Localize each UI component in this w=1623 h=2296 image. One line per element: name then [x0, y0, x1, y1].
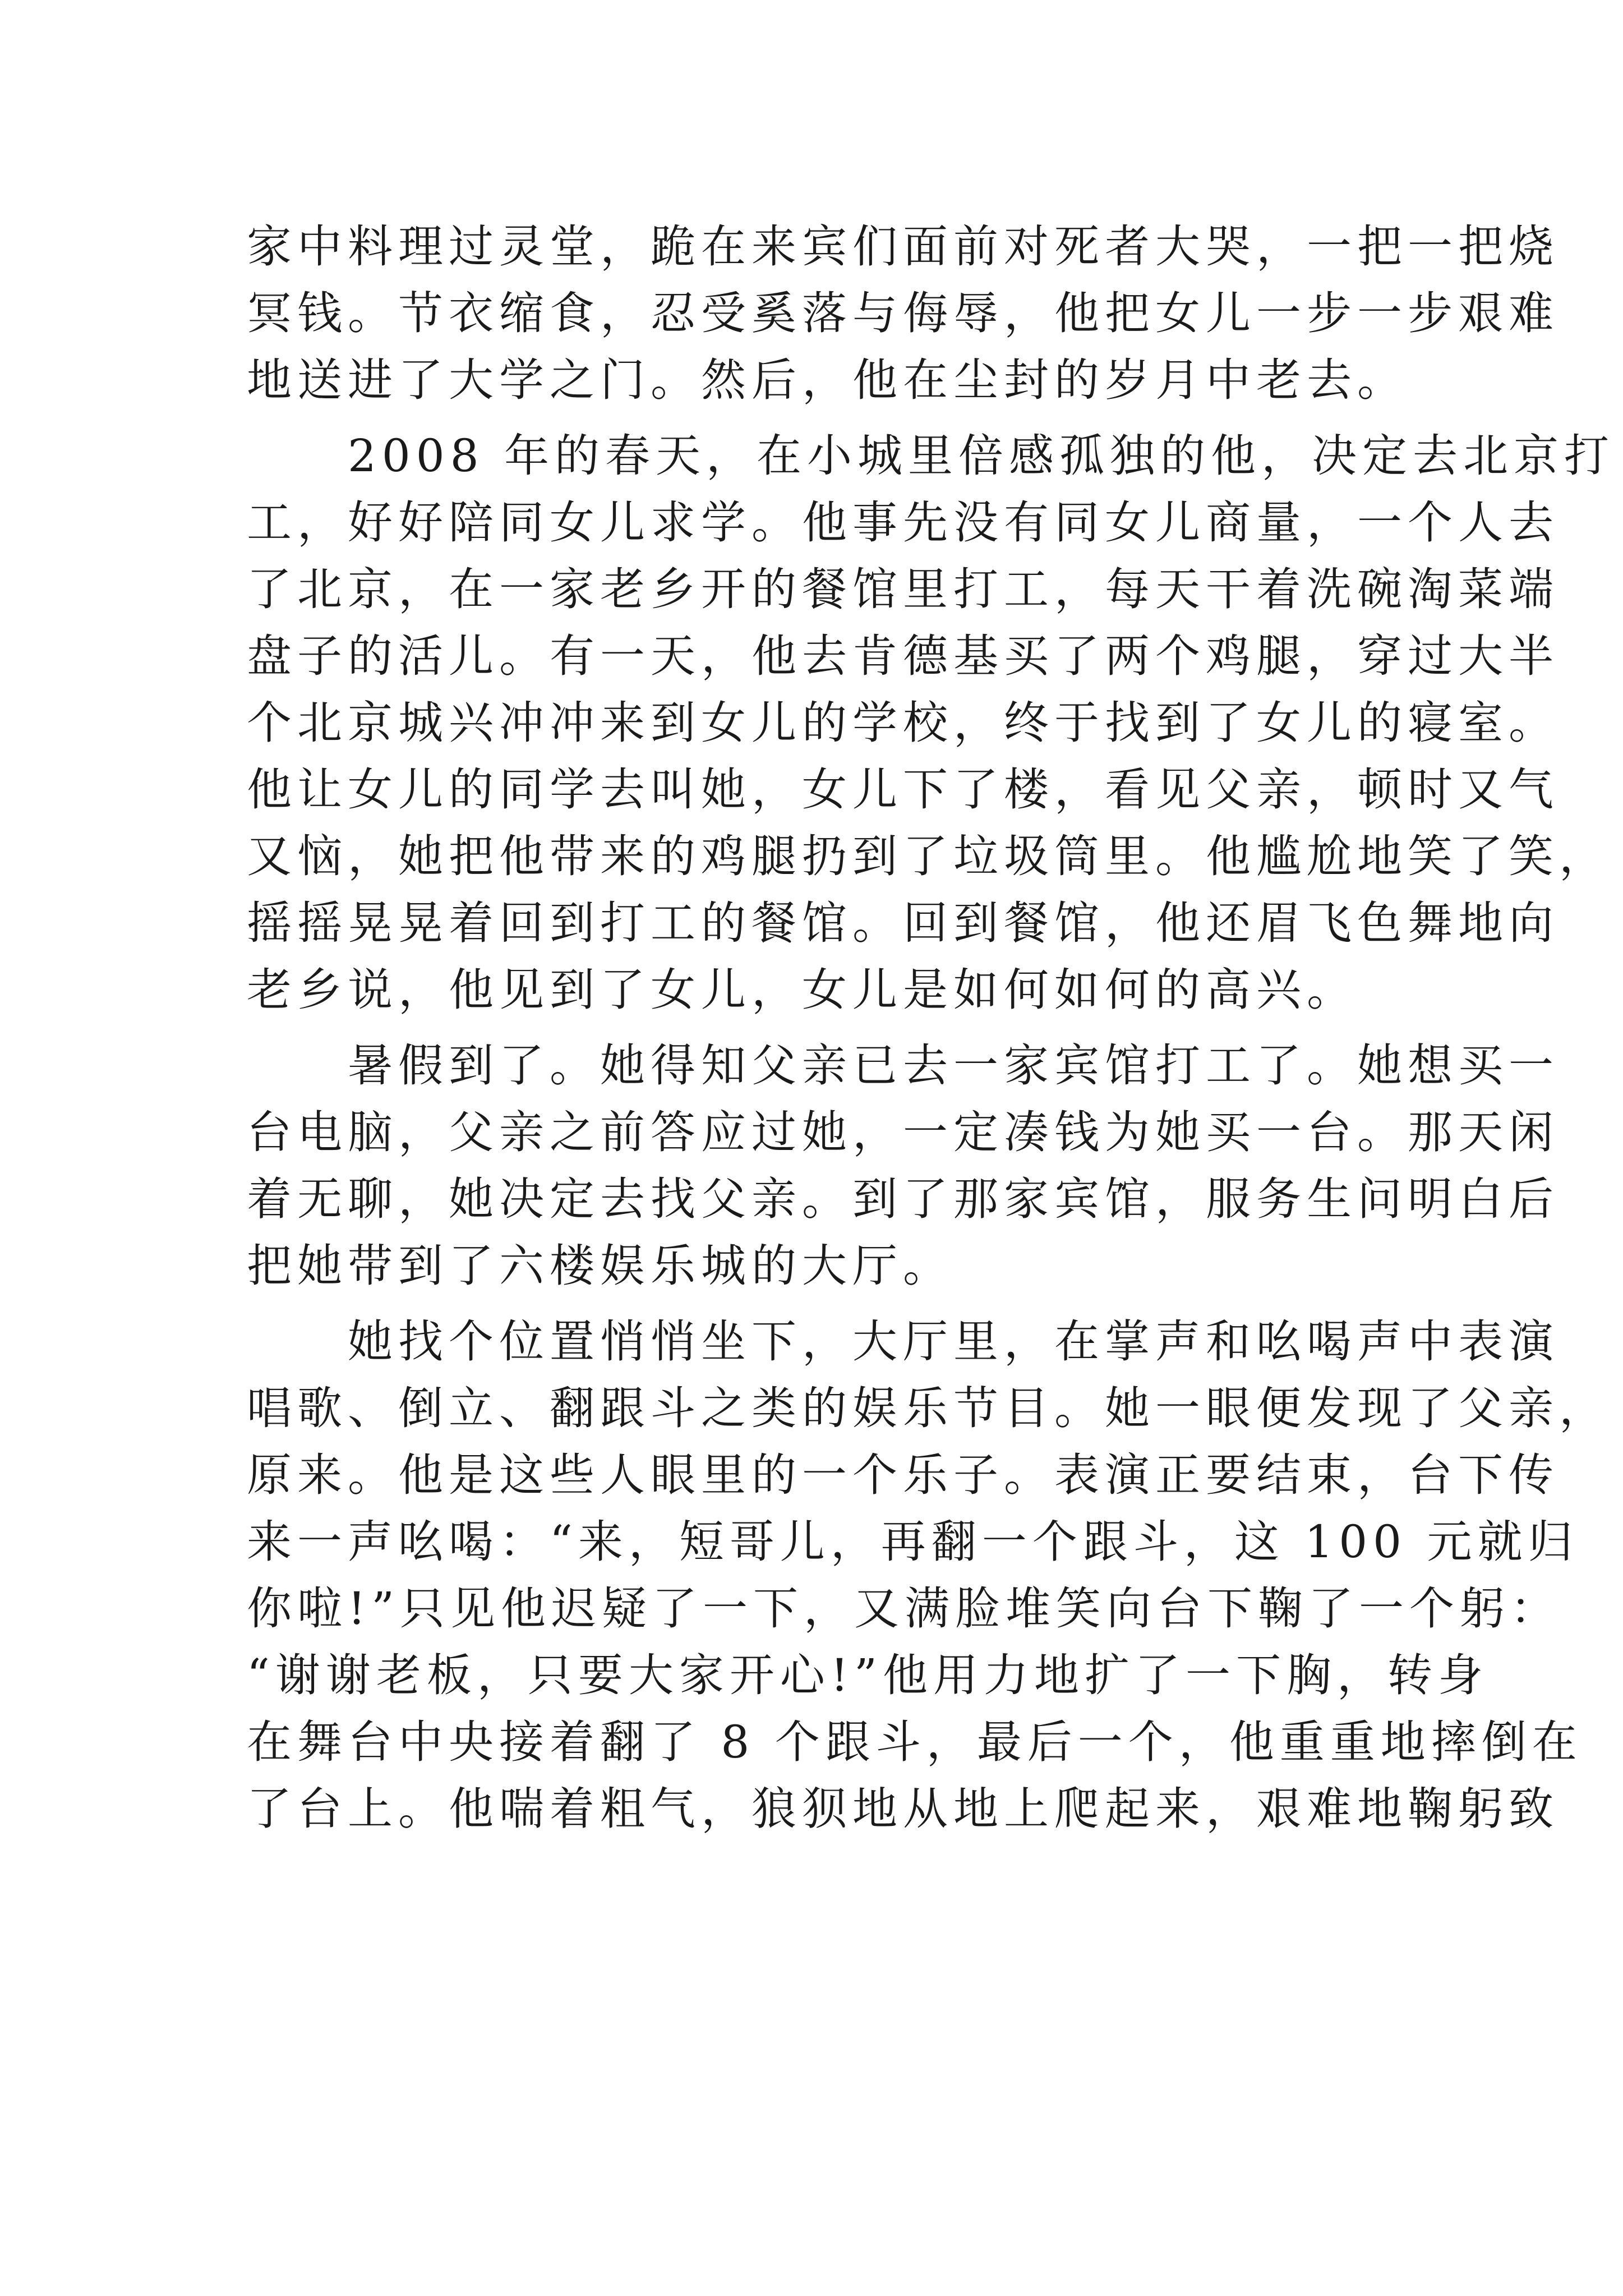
text-line: 冥钱。节衣缩食，忍受奚落与侮辱，他把女儿一步一步艰难: [247, 287, 1559, 339]
text-line: 来一声吆喝：“来，短哥儿，再翻一个跟斗，这 100 元就归: [247, 1516, 1579, 1568]
text-line: 个北京城兴冲冲来到女儿的学校，终于找到了女儿的寝室。: [247, 697, 1559, 749]
text-line: 摇摇晃晃着回到打工的餐馆。回到餐馆，他还眉飞色舞地向: [247, 897, 1559, 949]
text-line: 盘子的活儿。有一天，他去肯德基买了两个鸡腿，穿过大半: [247, 630, 1559, 682]
text-line: 着无聊，她决定去找父亲。到了那家宾馆，服务生问明白后: [247, 1173, 1559, 1225]
text-line: 你啦!”只见他迟疑了一下，又满脸堆笑向台下鞠了一个躬：: [247, 1582, 1561, 1635]
text-line: 了台上。他喘着粗气，狼狈地从地上爬起来，艰难地鞠躬致: [247, 1783, 1559, 1835]
body-text: [247, 213, 1615, 1842]
text-line: 台电脑，父亲之前答应过她，一定凑钱为她买一台。那天闲: [247, 1106, 1559, 1158]
text-line: 了北京，在一家老乡开的餐馆里打工，每天干着洗碗淘菜端: [247, 563, 1559, 615]
paragraph-first-line: 暑假到了。她得知父亲已去一家宾馆打工了。她想买一: [348, 1039, 1559, 1092]
text-line: “谢谢老板，只要大家开心!”他用力地扩了一下胸，转身: [247, 1649, 1488, 1701]
text-line: 原来。他是这些人眼里的一个乐子。表演正要结束，台下传: [247, 1449, 1559, 1501]
text-line: 地送进了大学之门。然后，他在尘封的岁月中老去。: [247, 354, 1408, 406]
paragraph-first-line: 她找个位置悄悄坐下，大厅里，在掌声和吆喝声中表演: [348, 1315, 1559, 1368]
text-line: 又恼，她把他带来的鸡腿扔到了垃圾筒里。他尴尬地笑了笑，: [247, 830, 1610, 882]
paragraph-first-line: 2008 年的春天，在小城里倍感孤独的他，决定去北京打: [348, 430, 1615, 482]
text-line: 在舞台中央接着翻了 8 个跟斗，最后一个，他重重地摔倒在: [247, 1716, 1583, 1768]
text-line: 工，好好陪同女儿求学。他事先没有同女儿商量，一个人去: [247, 496, 1559, 549]
text-line: 把她带到了六楼娱乐城的大厅。: [247, 1240, 953, 1292]
text-line: 家中料理过灵堂，跪在来宾们面前对死者大哭，一把一把烧: [247, 220, 1559, 273]
text-line: 他让女儿的同学去叫她，女儿下了楼，看见父亲，顿时又气: [247, 763, 1559, 816]
text-line: 老乡说，他见到了女儿，女儿是如何如何的高兴。: [247, 964, 1357, 1016]
text-line: 唱歌、倒立、翻跟斗之类的娱乐节目。她一眼便发现了父亲，: [247, 1382, 1610, 1434]
